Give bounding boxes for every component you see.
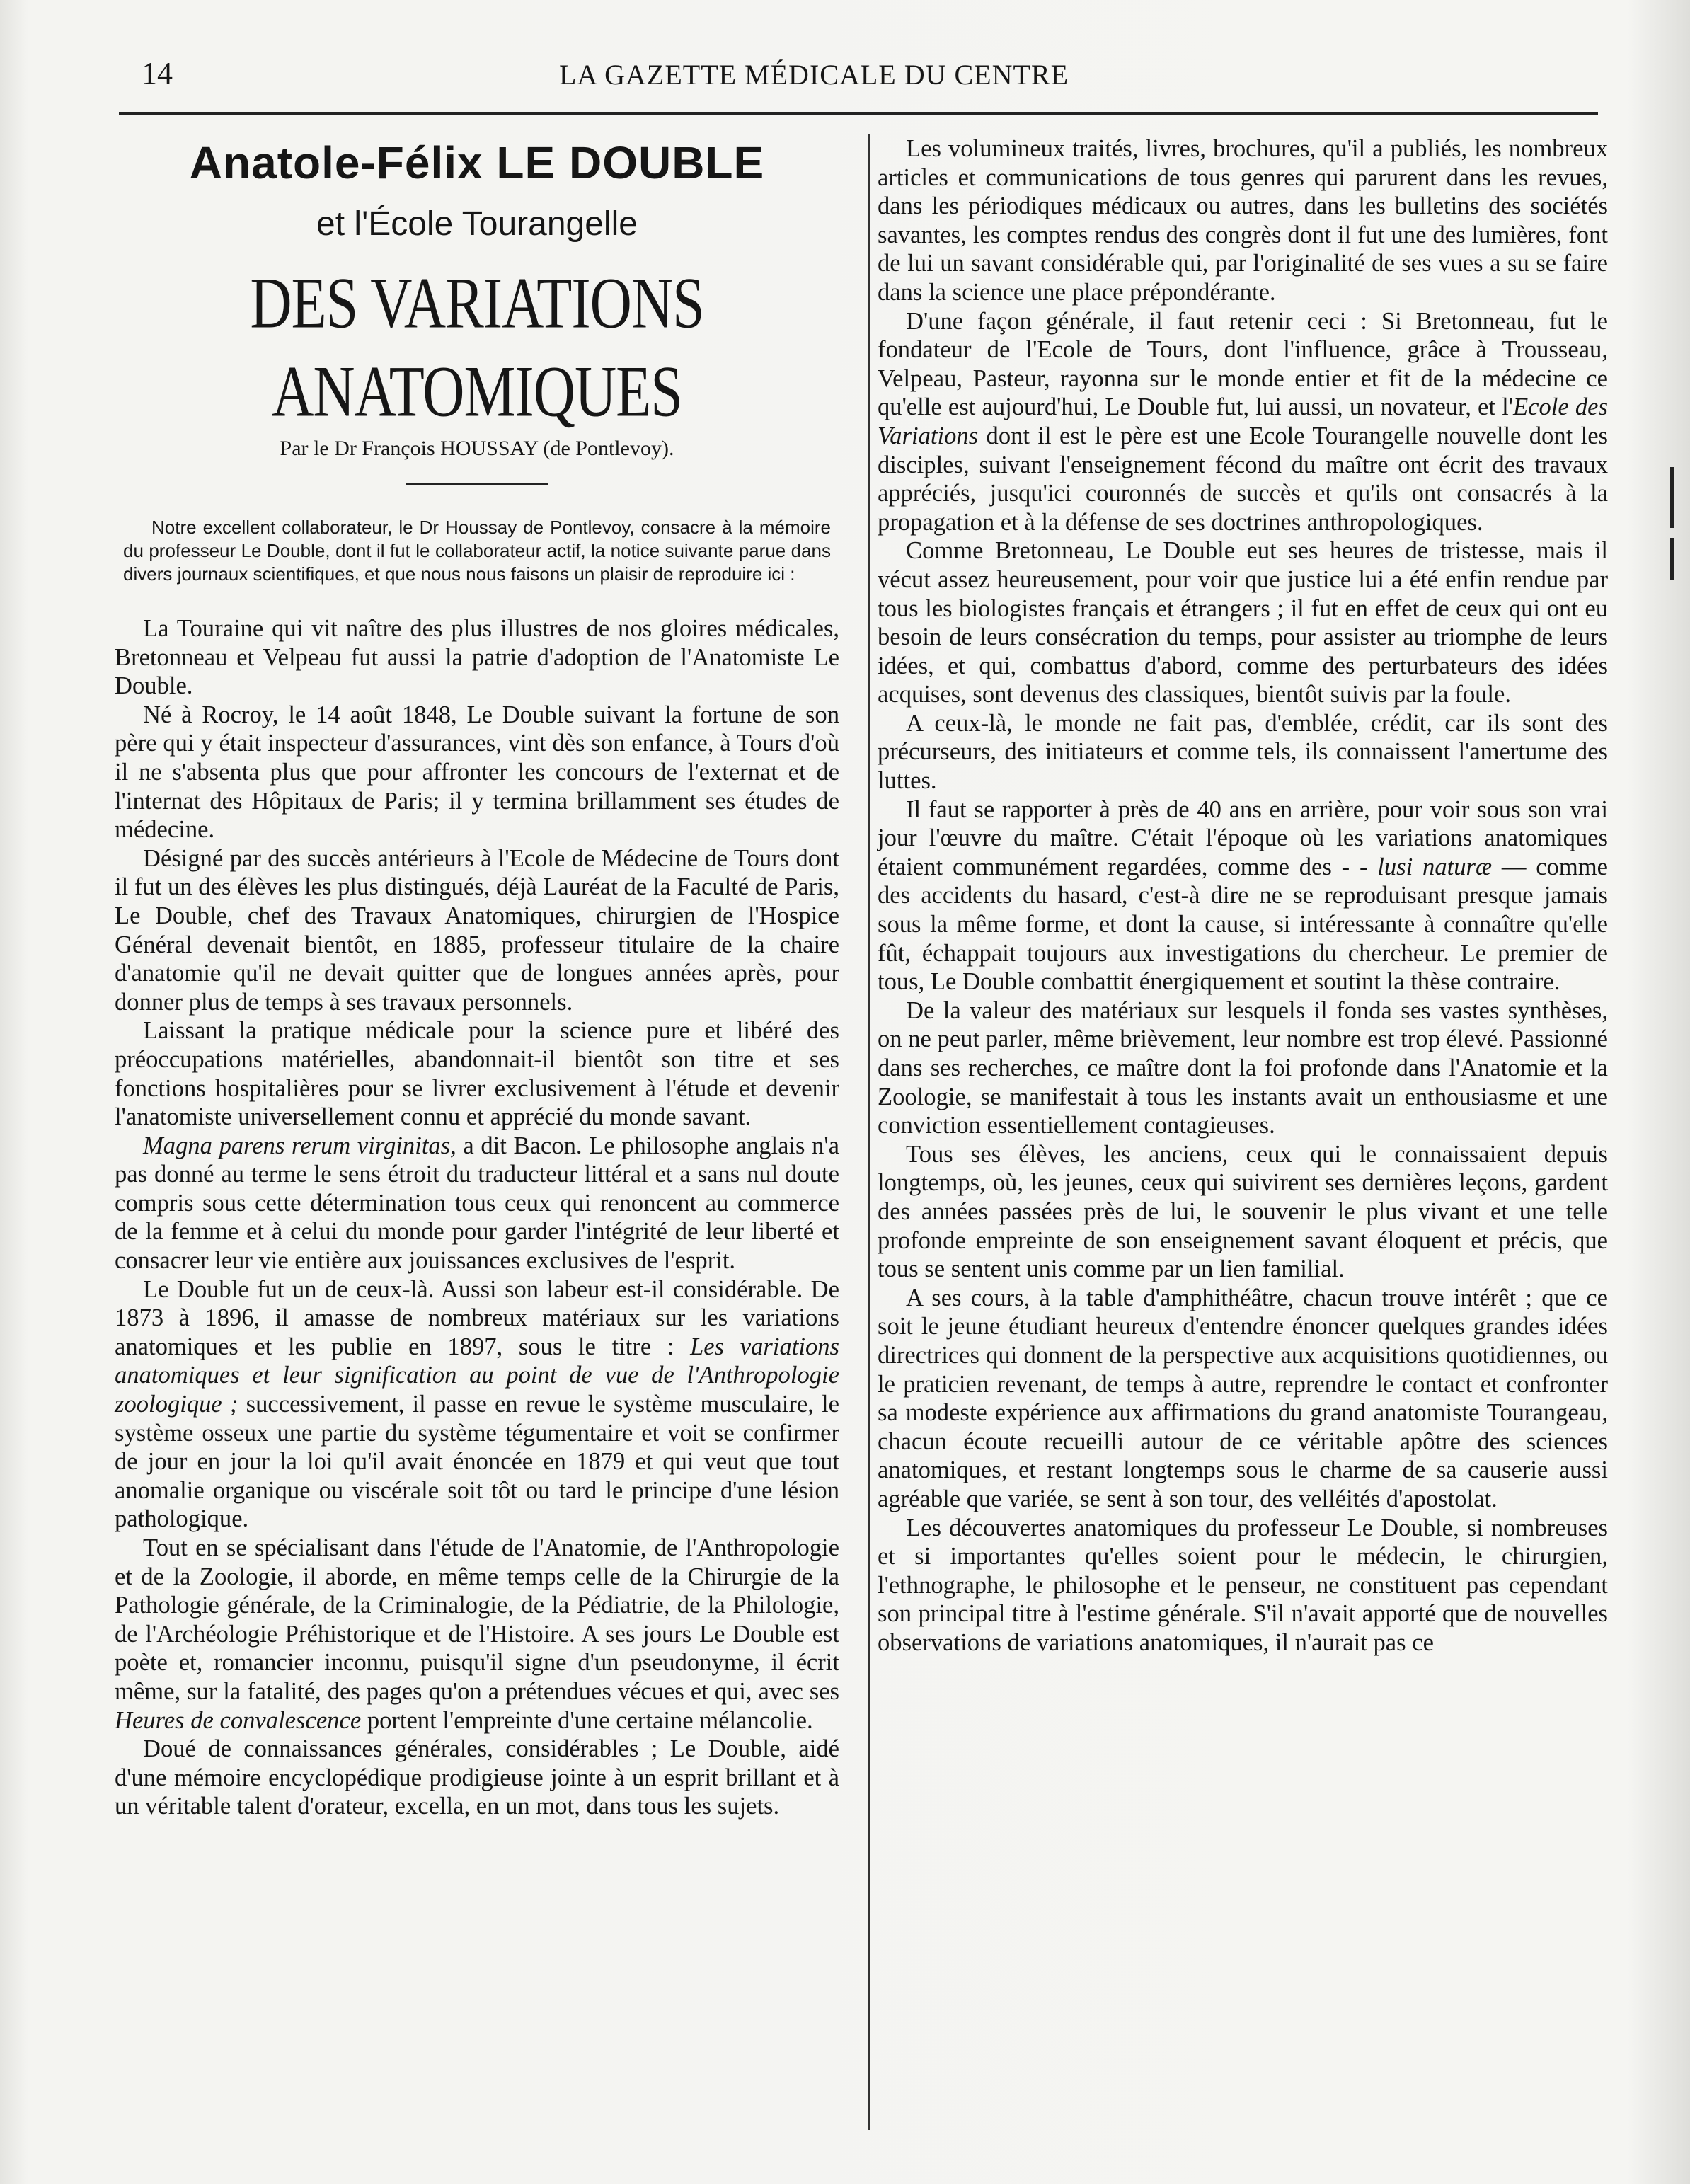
paragraph [878,795,1608,996]
left-column [115,134,839,1821]
paragraph [115,1275,839,1534]
text-run: Tout en se spécialisant dans l'étude de l'Anatomie, de l'Anthropologie et de la Zoologie, il aborde, en même temps celle de la Chirurgie de la Pathologie générale, de la Criminalogie, de la Pédiatrie, de la Philologie, de l'Archéologie Préhistorique et de l'Histoire. A ses jours Le Double est poète et, romancier inconnu, puisqu'il signe d'un pseudonyme, il écrit même, sur la fatalité, des pages qu'on a prétendues vécues et qui, avec ses [115,1534,839,1705]
italic-term: Ecole des Variations [878,393,1608,449]
margin-mark [1670,467,1674,528]
text-run: Il faut se rapporter à près de 40 ans en arrière, pour voir sous son vrai jour l'œuvre du maître. C'était l'époque où les variations anatomiques étaient communément regardées, comme des - - [878,795,1608,880]
paragraph: Laissant la pratique médicale pour la science pure et libéré des préoccupations matérielles, abandonnait-il bientôt son titre et ses fonctions hospitalières pour se livrer exclusivement à l'étude et devenir l'anatomiste universellement connu et apprécié du monde savant. [115,1017,839,1131]
paragraph: Doué de connaissances générales, considérables ; Le Double, aidé d'une mémoire encyclopédique prodigieuse jointe à un esprit brillant et à un véritable talent d'orateur, excella, en un mot, dans tous les sujets. [115,1735,839,1820]
column-divider [868,134,870,2130]
intro-paragraph: Notre excellent collaborateur, le Dr Houssay de Pontlevoy, consacre à la mémoire du professeur Le Double, dont il fut le collaborateur actif, la notice suivante parue dans divers journaux scientifiques, et que nous nous faisons un plaisir de reproduire ici : [123,517,831,585]
italic-quote: Magna parens rerum virginitas, [143,1132,456,1159]
paragraph: Les volumineux traités, livres, brochures, qu'il a publiés, les nombreux articles et communications de tous genres qui parurent dans les revues, dans les périodiques médicaux ou autres, dans les bulletins des sociétés savantes, les comptes rendus des congrès dont il fut une des lumières, font de lui un savant considérable qui, par l'originalité de ses vues a su se faire dans la science une place prépondérante. [878,135,1608,306]
text-run: D'une façon générale, il faut retenir ceci : Si Bretonneau, fut le fondateur de l'Ecole de Tours, dont l'influence, grâce à Trousseau, Velpeau, Pasteur, rayonna sur le monde entier et fit de la médecine ce qu'elle est aujourd'hui, Le Double fut, lui aussi, un novateur, et l' [878,307,1608,421]
paragraph: Désigné par des succès antérieurs à l'Ecole de Médecine de Tours dont il fut un des élèves les plus distingués, déjà Lauréat de la Faculté de Paris, Le Double, chef des Travaux Anatomiques, chirurgien de l'Hospice Général devenait bientôt, en 1885, professeur titulaire de la chaire d'anatomie qu'il ne devait quitter que de longues années après, pour donner plus de temps à ses travaux personnels. [115,844,839,1016]
header-rule [119,112,1598,115]
text-run: dont il est le père est une Ecole Tourangelle nouvelle dont les disciples, suivant l'enseignement fécond du maître ont écrit des travaux appréciés, jusqu'ici couronnés de succès et qu'ils ont consacrés à la propagation et à la défense de ses doctrines anthropologiques. [878,422,1608,536]
page-number: 14 [142,56,173,91]
article-main-title: DES VARIATIONS ANATOMIQUES [250,263,704,432]
paragraph: La Touraine qui vit naître des plus illustres de nos gloires médicales, Bretonneau et Velpeau fut aussi la patrie d'adoption de l'Anatomiste Le Double. [115,615,839,700]
paragraph: A ceux-là, le monde ne fait pas, d'emblée, crédit, car ils sont des précurseurs, des initiateurs et comme tels, ils connaissent l'amertume des luttes. [878,709,1608,795]
paragraph [878,307,1608,537]
paragraph: A ses cours, à la table d'amphithéâtre, chacun trouve intérêt ; que ce soit le jeune étudiant heureux d'entendre énoncer quelques grandes idées directrices qui donnent de la perspective aux acquisitions quotidiennes, ou le praticien revenant, de temps à autre, reprendre le contact et confronter sa modeste expérience aux affirmations du grand anatomiste Tourangeau, chacun écoute recueilli autour de ce véritable apôtre des sciences anatomiques, et restant longtemps sous le charme de sa causerie aussi agréable que variée, se sent à son tour, des velléités d'apostolat. [878,1284,1608,1512]
paragraph: De la valeur des matériaux sur lesquels il fonda ses vastes synthèses, on ne peut parler, même brièvement, leur nombre est trop élevé. Passionné dans ses recherches, ce maître dont la foi profonde dans l'Anatomie et la Zoologie, se manifestait à tous les instants avait un enthousiasme et une conviction essentiellement contagieuses. [878,996,1608,1139]
paragraph: Tous ses élèves, les anciens, ceux qui le connaissaient depuis longtemps, où, les jeunes, ceux qui suivirent ses dernières leçons, gardent des années passées près de lui, le souvenir le plus vivant et une telle profonde empreinte de son enseignement savant éloquent et précis, que tous se sentent unis comme par un lien familial. [878,1140,1608,1283]
paragraph [115,1132,839,1275]
paragraph: Comme Bretonneau, Le Double eut ses heures de tristesse, mais il vécut assez heureusement, pour voir que justice lui a été enfin rendue par tous les biologistes français et étrangers ; il fut en effet de ceux qui ont eu besoin de leurs consécration du temps, pour assister au triomphe de leurs idées, et qui, combattus d'abord, comme des perturbateurs des idées acquises, sont devenus des classiques, bientôt suivis par la foule. [878,537,1608,708]
left-body [115,614,839,1821]
page-header [142,55,1599,98]
text-run: successivement, il passe en revue le système musculaire, le système osseux une partie du système tégumentaire et voit se confirmer de jour en jour la loi qu'il avait énoncée en 1879 et qui veut que tout anomalie organique ou viscérale soit tôt ou tard le principe d'une lésion pathologique. [115,1391,839,1533]
text-run: Le Double fut un de ceux-là. Aussi son labeur est-il considérable. De 1873 à 1896, il amasse de nombreux matériaux sur les variations anatomiques et les publie en 1897, sous le titre : [115,1275,839,1360]
paragraph: Les découvertes anatomiques du professeur Le Double, si nombreuses et si importantes qu'elles soient pour le médecin, le chirurgien, l'ethnographe, le philosophe et le penseur, ne constituent pas cependant son principal titre à l'estime générale. S'il n'avait apporté que de nouvelles observations de variations anatomiques, il n'aurait pas ce [878,1514,1608,1656]
journal-title: LA GAZETTE MÉDICALE DU CENTRE [559,59,1069,91]
text-run: — comme des accidents du hasard, c'est-à dire ne se reproduisant presque jamais sous la même forme, et dont la cause, si intéressante à connaître qu'elle fût, échappait toujours aux investigations du chercheur. Le premier de tous, Le Double combattit énergiquement et soutint la thèse contraire. [878,853,1608,996]
byline-rule [406,483,548,485]
text-run: a dit Bacon. Le philosophe anglais n'a pas donné au terme le sens étroit du traducteur littéral et a sans nul doute compris sous cette détermination tous ceux qui renoncent au commerce de la femme et à celui du monde pour garder l'intégrité de leur liberté et consacrer leur vie entière aux jouissances exclusives de l'esprit. [115,1132,840,1275]
text-run: portent l'empreinte d'une certaine mélancolie. [361,1706,813,1734]
editor-intro [115,516,839,586]
italic-book-title: Les variations anatomiques et leur signification au point de vue de l'Anthropologie zoologique ; [115,1333,839,1418]
margin-mark [1670,538,1674,580]
article-title: Anatole-Félix LE DOUBLE [189,137,765,188]
article-byline: Par le Dr François HOUSSAY (de Pontlevoy). [280,437,674,460]
italic-book-title: Heures de convalescence [115,1706,362,1734]
paragraph [115,1534,839,1735]
article-subtitle: et l'École Tourangelle [316,205,638,243]
right-column [878,134,1608,1657]
italic-term: lusi naturæ [1377,853,1493,880]
paragraph: Né à Rocroy, le 14 août 1848, Le Double suivant la fortune de son père qui y était inspecteur d'assurances, vint dès son enfance, à Tours d'où il ne s'absenta plus que pour affronter les concours de l'externat et de l'internat des Hôpitaux de Paris; il y termina brillamment ses études de médecine. [115,701,839,844]
